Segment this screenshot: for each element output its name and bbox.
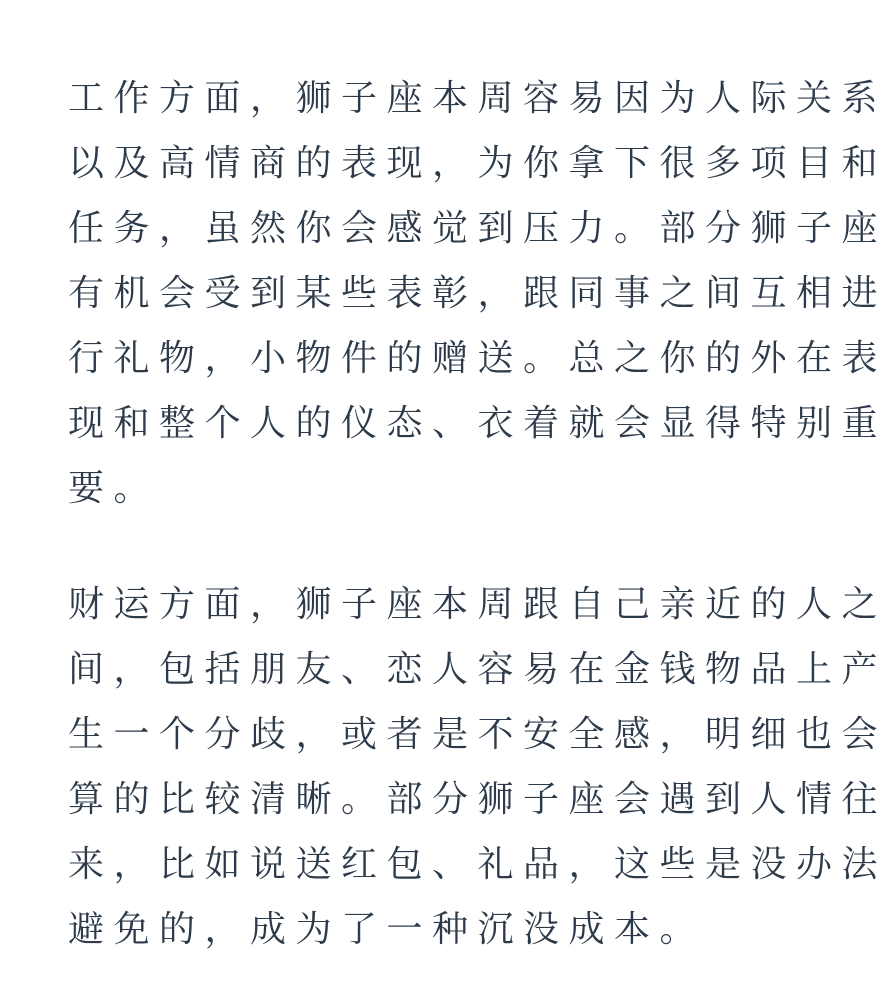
- paragraph-line: 工作方面，狮子座本周容易因为人际关系: [68, 78, 887, 119]
- paragraph-line: 行礼物，小物件的赠送。总之你的外在表: [68, 338, 887, 379]
- paragraph-line: 避免的，成为了一种沉没成本。: [68, 909, 706, 950]
- paragraph-line: 要。: [68, 468, 160, 509]
- paragraph-line: 生一个分歧，或者是不安全感，明细也会: [68, 714, 887, 755]
- paragraph-line: 财运方面，狮子座本周跟自己亲近的人之: [68, 584, 887, 625]
- paragraph-work: [68, 66, 887, 521]
- paragraph-line: 算的比较清晰。部分狮子座会遇到人情往: [68, 779, 887, 820]
- paragraph-line: 间，包括朋友、恋人容易在金钱物品上产: [68, 649, 887, 690]
- paragraph-wealth: [68, 572, 887, 962]
- paragraph-line: 以及高情商的表现，为你拿下很多项目和: [68, 143, 887, 184]
- paragraph-line: 有机会受到某些表彰，跟同事之间互相进: [68, 273, 887, 314]
- paragraph-line: 任务，虽然你会感觉到压力。部分狮子座: [68, 208, 887, 249]
- paragraph-line: 现和整个人的仪态、衣着就会显得特别重: [68, 403, 887, 444]
- paragraph-line: 来，比如说送红包、礼品，这些是没办法: [68, 844, 887, 885]
